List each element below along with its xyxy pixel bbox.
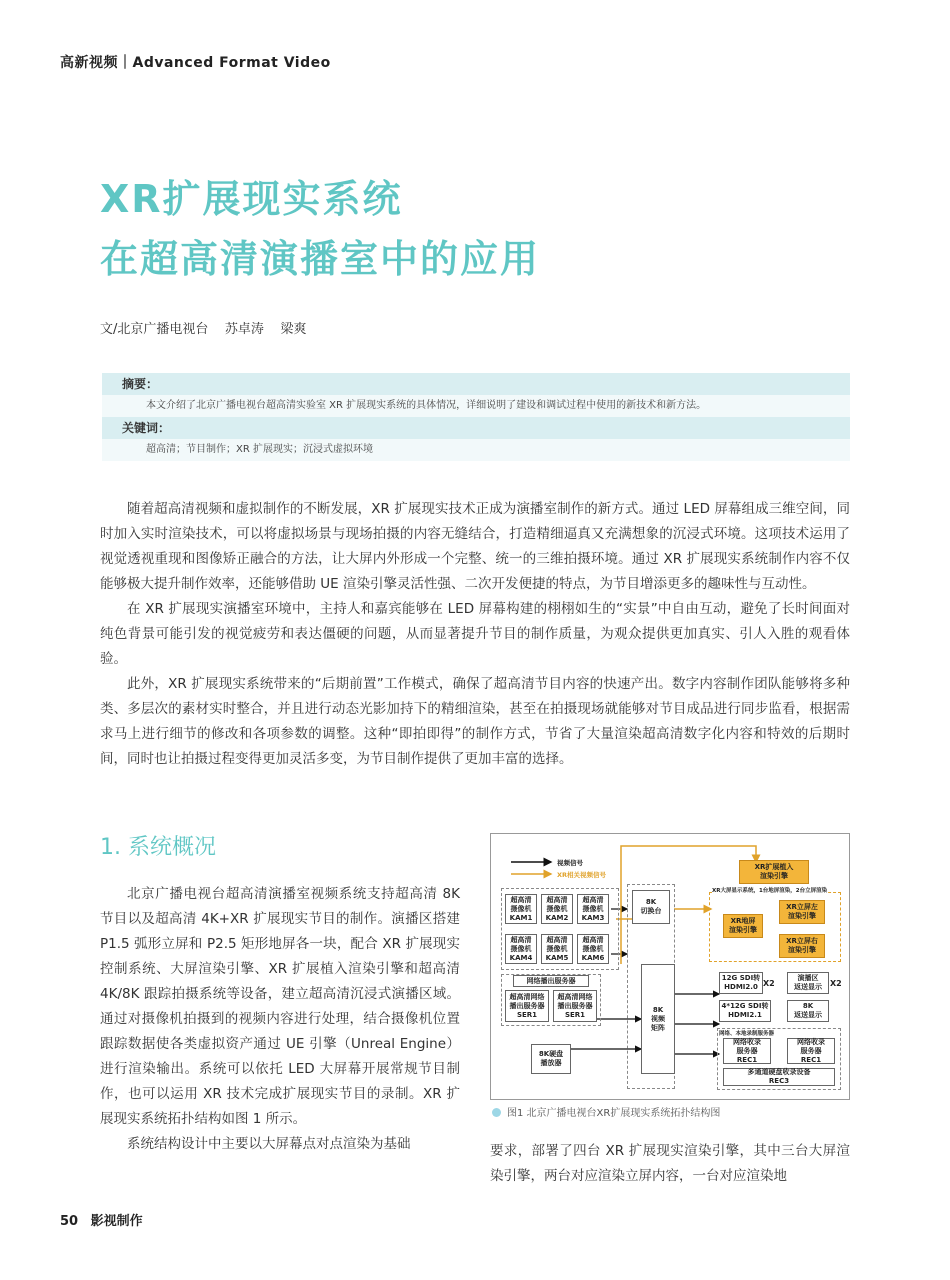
section-heading-1: 1. 系统概况 <box>100 835 216 860</box>
converter-multiplier: X2 <box>763 979 775 988</box>
recording-server-1: 网络收录 服务器 REC1 <box>723 1038 771 1064</box>
xr-display-group-label: XR大屏显示系统，1台地屏渲染，2台立屏渲染 <box>712 888 828 894</box>
intro-paragraph-2: 在 XR 扩展现实演播室环境中，主持人和嘉宾能够在 LED 屏幕构建的栩栩如生的“实景”中自由互动，避免了长时间面对纯色背景可能引发的视觉疲劳和表达僵硬的问题，从而显著提升节目的制作质量，为观众提供更加真实、引人入胜的观看体验。 <box>100 601 850 667</box>
running-header: 高新视频｜Advanced Format Video <box>60 55 331 71</box>
recording-group-label: 网络、本地录制服务器 <box>719 1031 775 1037</box>
xr-floor-engine: XR地屏 渲染引擎 <box>723 914 763 938</box>
page-number: 50 <box>60 1214 79 1229</box>
sdi-hdmi20-converter: 12G SDI转 HDMI2.0 <box>719 972 763 994</box>
xr-wall-engine-left: XR立屏左 渲染引擎 <box>779 900 825 924</box>
camera-kam1: 超高清 摄像机 KAM1 <box>505 894 537 924</box>
sdi-hdmi21-converter: 4*12G SDI转 HDMI2.1 <box>719 1000 771 1022</box>
network-server-group-label: 网络播出服务器 <box>513 975 589 987</box>
camera-kam5: 超高清 摄像机 KAM5 <box>541 934 573 964</box>
page-footer <box>60 1210 143 1229</box>
keywords-text: 超高清；节目制作；XR 扩展现实；沉浸式虚拟环境 <box>102 439 850 461</box>
intro-paragraph-3: 此外，XR 扩展现实系统带来的“后期前置”工作模式，确保了超高清节目内容的快速产出。数字内容制作团队能够将多种类、多层次的素材实时整合，并且进行动态光影加持下的精细渲染，甚至在拍摄现场就能够对节目成品进行同步监看，根据需求马上进行细节的修改和各项参数的调整。这种“即拍即得”的制作方式，节省了大量渲染超高清数字化内容和特效的后期时间，同时也让拍摄过程变得更加灵活多变，为节目制作提供了更加丰富的选择。 <box>100 676 850 767</box>
abstract-text: 本文介绍了北京广播电视台超高清实验室 XR 扩展现实系统的具体情况，详细说明了建设和调试过程中使用的新技术和新方法。 <box>102 395 850 417</box>
xr-embedded-render-engine: XR扩展植入 渲染引擎 <box>739 860 809 884</box>
journal-name: 影视制作 <box>90 1214 143 1229</box>
right-paragraph-1: 要求，部署了四台 XR 扩展现实渲染引擎，其中三台大屏渲染引擎，两台对应渲染立屏内容，一台对应渲染地 <box>490 1143 850 1184</box>
xr-wall-engine-right: XR立屏右 渲染引擎 <box>779 934 825 958</box>
right-column-body <box>490 1139 850 1189</box>
caption-bullet-icon <box>492 1108 501 1117</box>
camera-kam2: 超高清 摄像机 KAM2 <box>541 894 573 924</box>
8k-disk-player: 8K硬盘 播放器 <box>531 1044 571 1074</box>
8k-return-monitor: 8K 返送显示 <box>787 1000 829 1022</box>
8k-video-matrix: 8K 视频 矩阵 <box>641 964 675 1074</box>
figure-caption-text: 图1 北京广播电视台XR扩展现实系统拓扑结构图 <box>507 1108 721 1119</box>
legend-video-label: 视频信号 <box>557 859 583 867</box>
article-title-line1: XR扩展现实系统 <box>100 177 403 221</box>
article-title-line2: 在超高清演播室中的应用 <box>100 237 541 281</box>
monitor-multiplier: X2 <box>830 979 842 988</box>
intro-paragraph-1: 随着超高清视频和虚拟制作的不断发展，XR 扩展现实技术正成为演播室制作的新方式。通过 LED 屏幕组成三维空间，同时加入实时渲染技术，可以将虚拟场景与现场拍摄的内容无缝结合，打造精细逼真又充满想象的沉浸式环境。这项技术运用了视觉透视重现和图像矫正融合的方法，让大屏内外形成一个完整、统一的三维拍摄环境。通过 XR 扩展现实系统制作内容不仅能够极大提升制作效率，还能够借助 UE 渲染引擎灵活性强、二次开发便捷的特点，为节目增添更多的趣味性与互动性。 <box>100 501 850 592</box>
multichannel-recorder: 多通道硬盘收录设备 REC3 <box>723 1068 835 1086</box>
left-column-body <box>100 882 460 1157</box>
network-server-2: 超高清网络 播出服务器 SER1 <box>553 990 597 1022</box>
camera-kam4: 超高清 摄像机 KAM4 <box>505 934 537 964</box>
left-paragraph-2: 系统结构设计中主要以大屏幕点对点渲染为基础 <box>127 1136 411 1152</box>
recording-server-2: 网络收录 服务器 REC1 <box>787 1038 835 1064</box>
network-server-1: 超高清网络 播出服务器 SER1 <box>505 990 549 1022</box>
left-paragraph-1: 北京广播电视台超高清演播室视频系统支持超高清 8K 节目以及超高清 4K+XR 扩展现实节目的制作。演播区搭建 P1.5 弧形立屏和 P2.5 矩形地屏各一块，配合 XR 扩展现实控制系统、大屏渲染引擎、XR 扩展植入渲染引擎和超高清 4K/8K 跟踪拍摄系统等设备，建立超高清沉浸式演播区域。通过对摄像机拍摄到的视频内容进行处理，结合摄像机位置跟踪数据使各类虚拟资产通过 UE 引擎（Unreal Engine）进行渲染输出。系统可以依托 LED 大屏幕开展常规节目制作，也可以运用 XR 技术完成扩展现实节目的录制。XR 扩展现实系统拓扑结构如图 1 所示。 <box>100 886 460 1127</box>
abstract-label: 摘要： <box>122 377 159 391</box>
studio-return-monitor: 演播区 返送显示 <box>787 972 829 994</box>
abstract-box <box>102 373 850 461</box>
camera-kam3: 超高清 摄像机 KAM3 <box>577 894 609 924</box>
8k-switcher: 8K 切换台 <box>632 890 670 924</box>
figure-caption <box>492 1104 720 1119</box>
camera-kam6: 超高清 摄像机 KAM6 <box>577 934 609 964</box>
intro-body <box>100 497 850 772</box>
topology-figure <box>490 833 850 1100</box>
legend-xr-label: XR相关视频信号 <box>557 871 607 879</box>
keywords-label: 关键词： <box>122 421 171 435</box>
author-line: 文/北京广播电视台 苏卓涛 梁爽 <box>100 322 307 337</box>
